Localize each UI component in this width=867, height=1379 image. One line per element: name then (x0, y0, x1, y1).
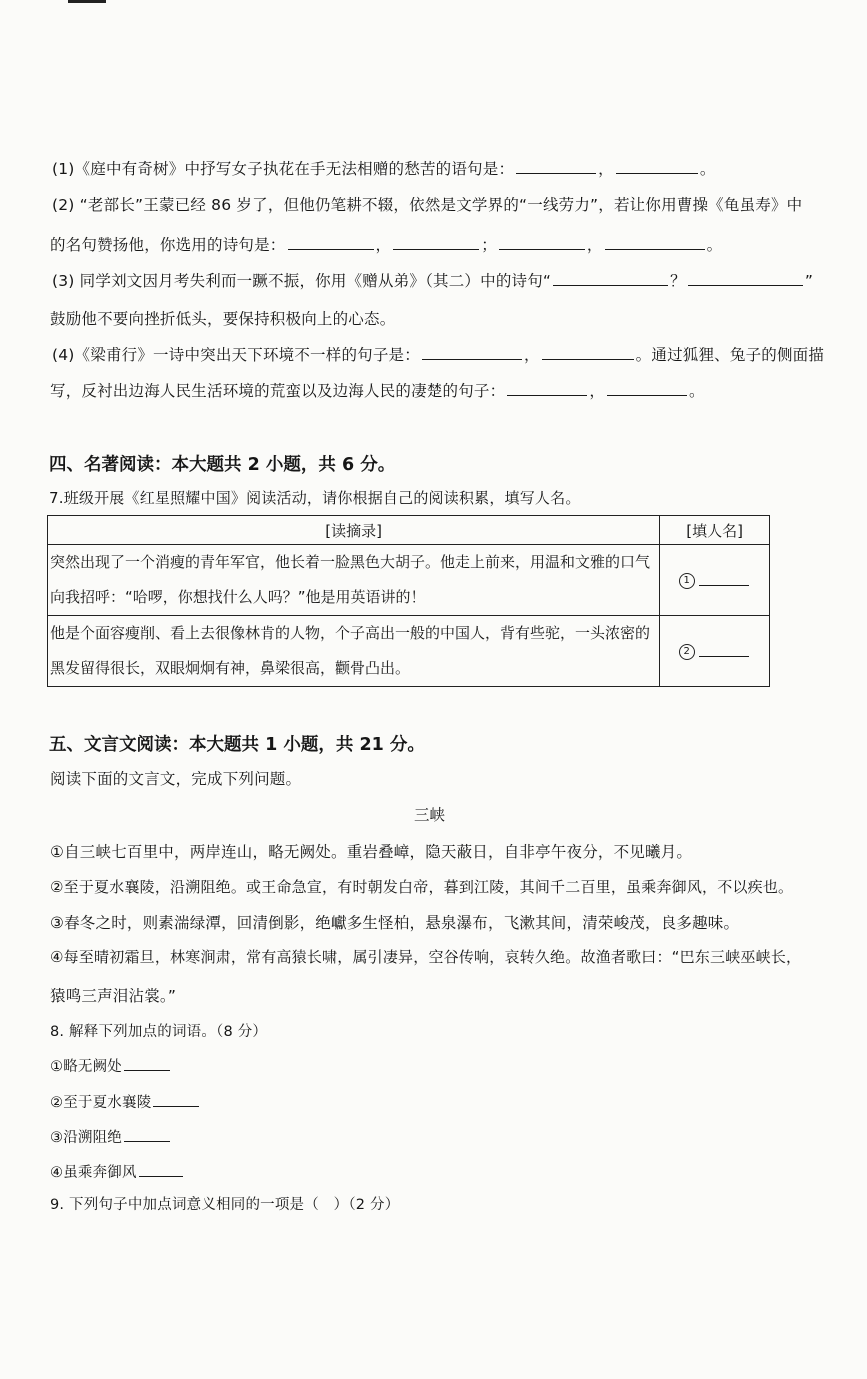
section-5-heading: 五、文言文阅读：本大题共 1 小题，共 21 分。 (49, 735, 425, 755)
passage-paragraph-3: ③春冬之时，则素湍绿潭，回清倒影，绝巘多生怪柏，悬泉瀑布，飞漱其间，清荣峻茂，良多趣味。 (50, 914, 740, 932)
section-4-heading: 四、名著阅读：本大题共 2 小题，共 6 分。 (49, 455, 396, 475)
answer-blank[interactable] (499, 235, 585, 250)
answer-blank[interactable] (124, 1127, 170, 1142)
passage-paragraph-4: ④每至晴初霜旦，林寒涧肃，常有高猿长啸，属引凄异，空谷传响，哀转久绝。故渔者歌曰：“巴东三峡巫峡长， (50, 948, 802, 966)
table-header-excerpt: [读摘录] (48, 516, 660, 545)
q6-line-2: (2) “老部长”王蒙已经 86 岁了，但他仍笔耕不辍，依然是文学界的“一线劳力”，若让你用曹操《龟虽寿》中 (52, 196, 803, 214)
answer-blank[interactable] (516, 159, 596, 174)
q6-line-7: 写，反衬出边海人民生活环境的荒蛮以及边海人民的凄楚的句子： ， 。 (50, 382, 705, 400)
table-row (48, 616, 770, 687)
q6-line-5: 鼓励他不要向挫折低头，要保持积极向上的心态。 (50, 310, 396, 328)
answer-blank[interactable] (393, 235, 479, 250)
answer-blank[interactable] (688, 271, 803, 286)
q6-line-4: (3) 同学刘文因月考失利而一蹶不振，你用《赠从弟》（其二）中的诗句“ ？ ” (52, 272, 814, 290)
answer-blank[interactable] (607, 381, 687, 396)
passage-paragraph-1: ①自三峡七百里中，两岸连山，略无阙处。重岩叠嶂，隐天蔽日，自非亭午夜分，不见曦月。 (50, 843, 693, 861)
name-answer-cell[interactable] (660, 545, 770, 616)
answer-blank[interactable] (605, 235, 705, 250)
answer-blank[interactable] (542, 345, 634, 360)
q9-prompt: 9. 下列句子中加点词意义相同的一项是（ ）（2 分） (50, 1197, 400, 1213)
q8-item: ②至于夏水襄陵 (50, 1091, 201, 1112)
top-mark (68, 0, 106, 3)
answer-blank[interactable] (422, 345, 522, 360)
q8-prompt: 8. 解释下列加点的词语。（8 分） (50, 1024, 268, 1040)
q8-item: ①略无阙处 (50, 1055, 172, 1076)
q6-line-6: (4)《梁甫行》一诗中突出天下环境不一样的句子是： ， 。通过狐狸、兔子的侧面描 (52, 346, 825, 364)
answer-blank[interactable] (699, 571, 749, 586)
table-header-name: [填人名] (660, 516, 770, 545)
q7-prompt: 7.班级开展《红星照耀中国》阅读活动，请你根据自己的阅读积累，填写人名。 (49, 489, 581, 507)
passage-paragraph-4-cont: 猿鸣三声泪沾裳。” (50, 987, 177, 1005)
answer-blank[interactable] (139, 1162, 183, 1177)
answer-blank[interactable] (553, 271, 668, 286)
answer-blank[interactable] (153, 1092, 199, 1107)
answer-blank[interactable] (288, 235, 374, 250)
circled-number: 2 (679, 644, 695, 660)
q6-line-3: 的名句赞扬他，你选用的诗句是： ， ； ， 。 (50, 236, 723, 254)
passage-title: 三峡 (414, 806, 446, 824)
answer-blank[interactable] (699, 642, 749, 657)
reading-table (47, 515, 770, 687)
circled-number: 1 (679, 573, 695, 589)
answer-blank[interactable] (507, 381, 587, 396)
excerpt-cell: 他是个面容瘦削、看上去很像林肯的人物，个子高出一般的中国人，背有些驼，一头浓密的 黑发留得很长，双眼炯炯有神，鼻梁很高，颧骨凸出。 (48, 616, 660, 687)
table-row (48, 545, 770, 616)
q6-line-1: (1)《庭中有奇树》中抒写女子执花在手无法相赠的愁苦的语句是： ， 。 (52, 160, 716, 178)
answer-blank[interactable] (124, 1056, 170, 1071)
q8-item: ④虽乘奔御风 (50, 1161, 185, 1182)
name-answer-cell[interactable] (660, 616, 770, 687)
passage-paragraph-2: ②至于夏水襄陵，沿溯阻绝。或王命急宣，有时朝发白帝，暮到江陵，其间千二百里，虽乘奔御风，不以疾也。 (50, 878, 794, 896)
excerpt-cell: 突然出现了一个消瘦的青年军官，他长着一脸黑色大胡子。他走上前来，用温和文雅的口气 向我招呼：“哈啰，你想找什么人吗？”他是用英语讲的！ (48, 545, 660, 616)
q8-item: ③沿溯阻绝 (50, 1126, 172, 1147)
answer-blank[interactable] (616, 159, 698, 174)
section-5-intro: 阅读下面的文言文，完成下列问题。 (50, 770, 302, 788)
